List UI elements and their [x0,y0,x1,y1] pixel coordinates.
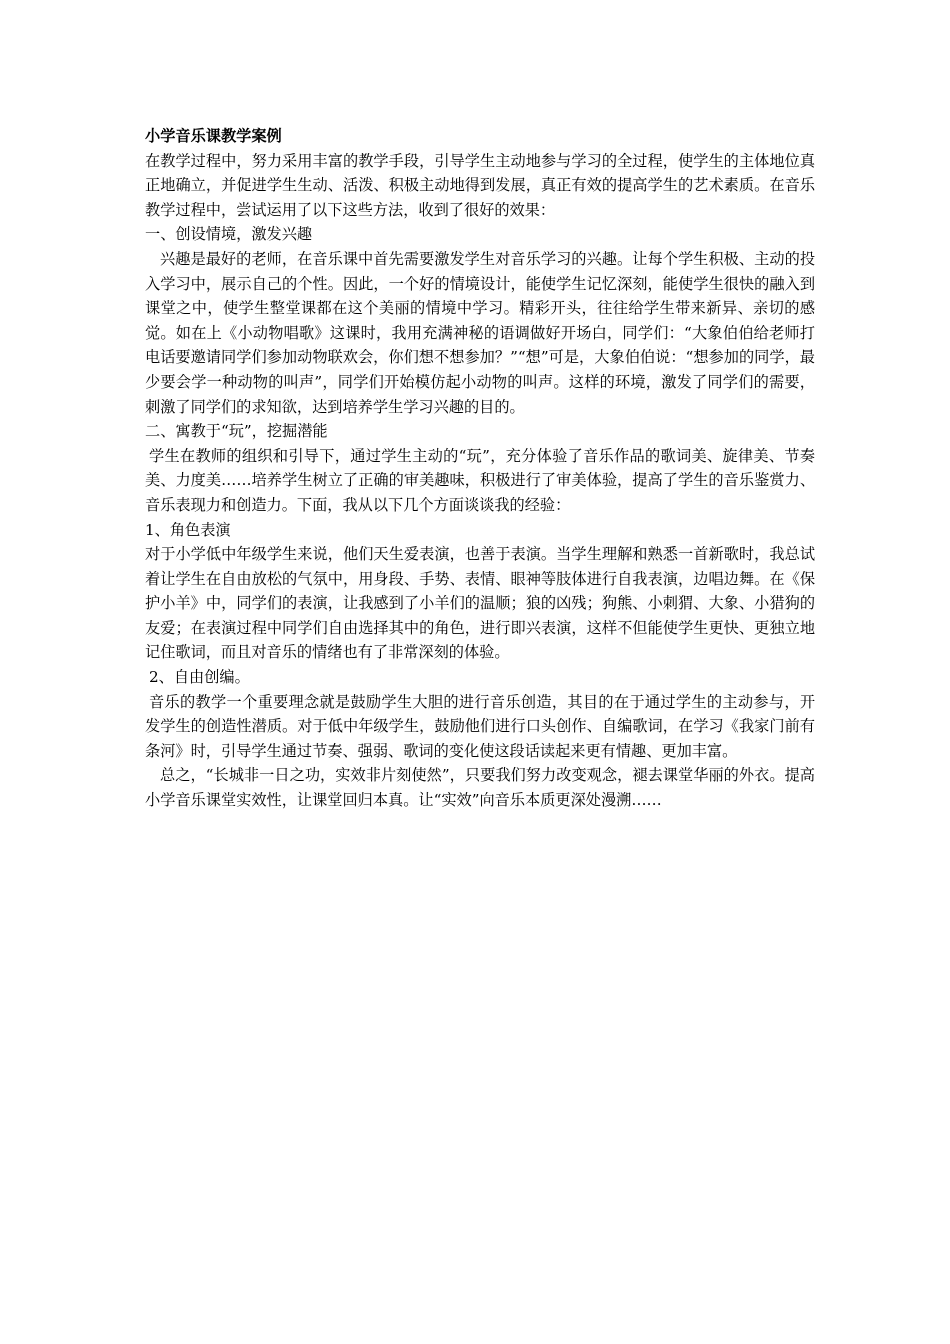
document-title: 小学音乐课教学案例 [145,127,282,145]
subsection1-heading: 1、角色表演 [145,520,231,539]
section2-heading: 二、寓教于“玩”，挖掘潜能 [145,422,328,441]
subsection2-paragraph: 音乐的教学一个重要理念就是鼓励学生大胆的进行音乐创造，其目的在于通过学生的主动参与，开发学生的创造性潜质。对于低中年级学生，鼓励他们进行口头创作、自编歌词，在学习《我家门前有条河》时，引导学生通过节奏、强弱、歌词的变化使这段话读起来更有情趣、更加丰富。 [145,692,815,760]
conclusion-paragraph: 总之，“长城非一日之功，实效非片刻使然”，只要我们努力改变观念，褪去课堂华丽的外衣。提高小学音乐课堂实效性，让课堂回归本真。让“实效”向音乐本质更深处漫溯…… [145,766,815,810]
subsection1-paragraph: 对于小学低中年级学生来说，他们天生爱表演，也善于表演。当学生理解和熟悉一首新歌时，我总试着让学生在自由放松的气氛中，用身段、手势、表情、眼神等肢体进行自我表演，边唱边舞。在《保护小羊》中，同学们的表演，让我感到了小羊们的温顺；狼的凶残；狗熊、小刺猬、大象、小猎狗的友爱；在表演过程中同学们自由选择其中的角色，进行即兴表演，这样不但能使学生更快、更独立地记住歌词，而且对音乐的情绪也有了非常深刻的体验。 [145,545,815,662]
document-body [145,124,815,813]
section1-heading: 一、创设情境，激发兴趣 [145,225,313,244]
section1-paragraph: 兴趣是最好的老师，在音乐课中首先需要激发学生对音乐学习的兴趣。让每个学生积极、主动的投入学习中，展示自己的个性。因此，一个好的情境设计，能使学生记忆深刻，能使学生很快的融入到课堂之中，使学生整堂课都在这个美丽的情境中学习。精彩开头，往往给学生带来新异、亲切的感觉。如在上《小动物唱歌》这课时，我用充满神秘的语调做好开场白，同学们：“大象伯伯给老师打电话要邀请同学们参加动物联欢会，你们想不想参加？”“想”可是，大象伯伯说：“想参加的同学，最少要会学一种动物的叫声”，同学们开始模仿起小动物的叫声。这样的环境，激发了同学们的需要，刺激了同学们的求知欲，达到培养学生学习兴趣的目的。 [145,249,815,416]
intro-paragraph: 在教学过程中，努力采用丰富的教学手段，引导学生主动地参与学习的全过程，使学生的主体地位真正地确立，并促进学生生动、活泼、积极主动地得到发展，真正有效的提高学生的艺术素质。在音乐教学过程中，尝试运用了以下这些方法，收到了很好的效果： [145,151,815,219]
section2-paragraph: 学生在教师的组织和引导下，通过学生主动的“玩”，充分体验了音乐作品的歌词美、旋律美、节奏美、力度美……培养学生树立了正确的审美趣味，积极进行了审美体验，提高了学生的音乐鉴赏力、音乐表现力和创造力。下面，我从以下几个方面谈谈我的经验： [145,446,815,514]
subsection2-heading: 2、自由创编。 [149,668,250,687]
